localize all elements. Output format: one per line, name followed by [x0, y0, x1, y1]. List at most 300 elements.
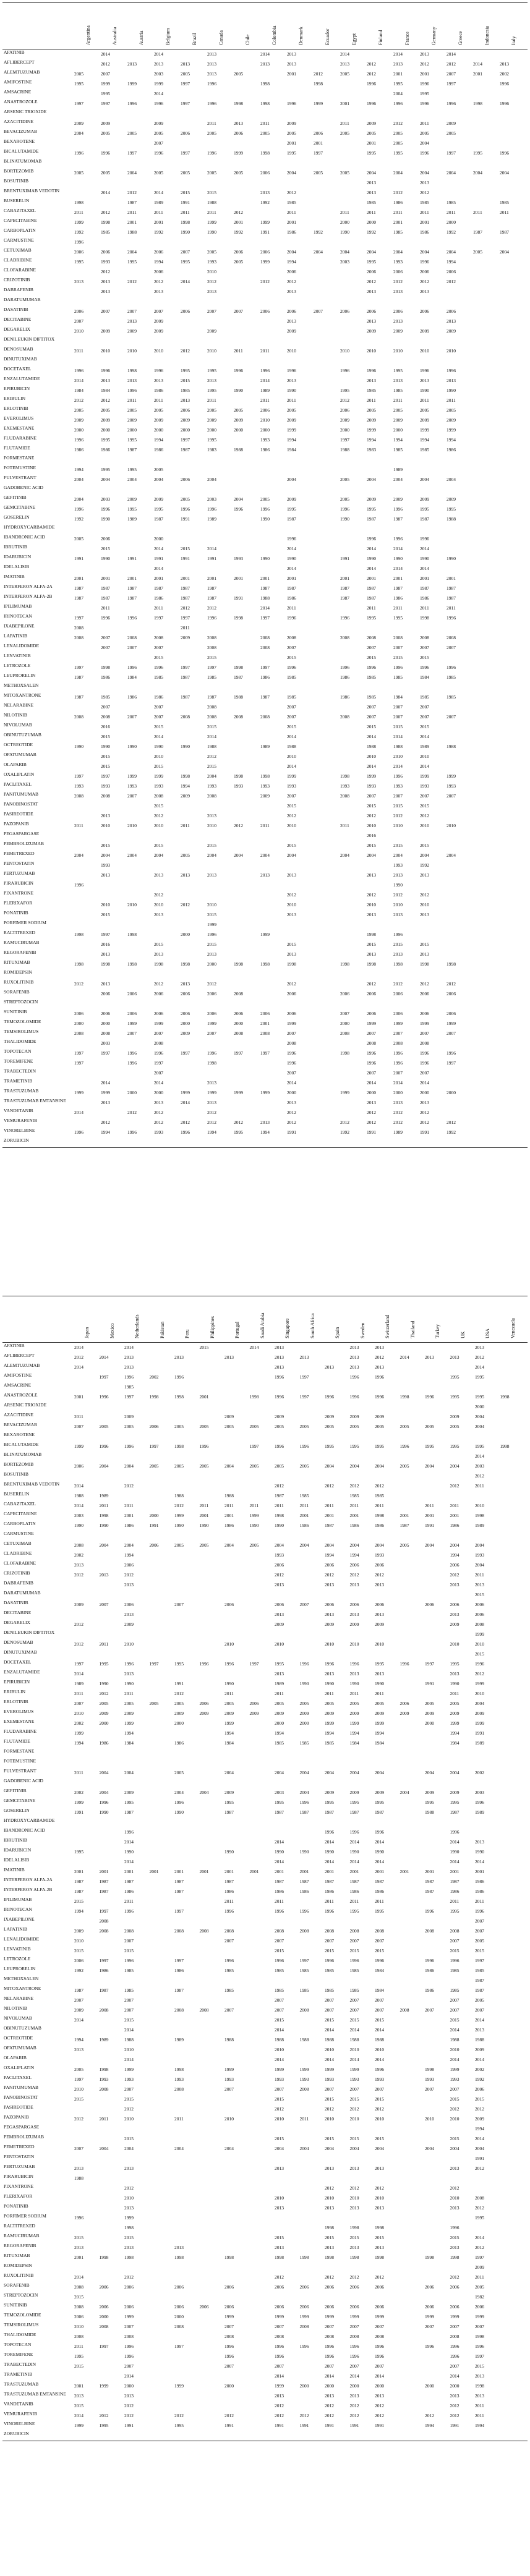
approval-year-cell: 1998 [393, 961, 403, 967]
approval-year-cell: 1994 [367, 437, 376, 443]
table-row [2, 811, 528, 821]
drug-name: PANITUMUMAB [4, 2085, 38, 2090]
approval-year-cell: 1991 [181, 200, 190, 205]
table-row [2, 959, 528, 969]
drug-name: TRABECTEDIN [4, 1069, 36, 1074]
approval-year-cell: 1994 [275, 1730, 284, 1736]
drug-name: PIRARUBICIN [4, 881, 33, 886]
approval-year-cell: 2006 [375, 2284, 384, 2290]
approval-year-cell: 1996 [207, 615, 216, 621]
drug-name: TEMSIROLIMUS [4, 2323, 39, 2327]
approval-year-cell: 1990 [224, 1849, 234, 1855]
approval-year-cell: 2012 [375, 2106, 384, 2112]
approval-year-cell: 2004 [500, 249, 509, 255]
country-name: Austria [138, 30, 144, 45]
approval-year-cell: 2009 [199, 1711, 209, 1716]
approval-year-cell: 1990 [99, 1809, 109, 1815]
table-row [2, 1491, 528, 1501]
approval-year-cell: 1997 [181, 150, 190, 156]
approval-year-cell: 2005 [74, 407, 83, 413]
approval-year-cell: 2006 [260, 308, 270, 314]
approval-year-cell: 1987 [181, 585, 190, 591]
approval-year-cell: 1996 [349, 1394, 359, 1400]
approval-year-cell: 2011 [367, 605, 376, 611]
approval-year-cell: 1995 [349, 1800, 359, 1805]
approval-year-cell: 1990 [349, 1681, 359, 1686]
approval-year-cell: 2001 [275, 1869, 284, 1874]
table-row [2, 1128, 528, 1137]
approval-year-cell: 2008 [475, 2195, 484, 2201]
approval-year-cell: 1994 [154, 259, 163, 265]
table-row [2, 277, 528, 287]
approval-year-cell: 1988 [207, 200, 216, 205]
approval-year-cell: 1999 [367, 1021, 376, 1026]
approval-year-cell: 2010 [420, 754, 429, 759]
approval-year-cell: 1999 [181, 1090, 190, 1095]
approval-year-cell: 1996 [101, 506, 110, 512]
approval-year-cell: 2006 [425, 2284, 434, 2290]
approval-year-cell: 2012 [154, 1120, 163, 1125]
approval-year-cell: 1990 [234, 388, 243, 393]
drug-name: FULVESTRANT [4, 475, 36, 480]
drug-name: CARBOPLATIN [4, 228, 36, 233]
table-row [2, 99, 528, 109]
approval-year-cell: 1995 [127, 437, 137, 443]
approval-year-cell: 2009 [475, 2264, 484, 2270]
table-row [2, 1897, 528, 1906]
approval-year-cell: 1987 [375, 1879, 384, 1884]
country-header [510, 1300, 516, 1338]
approval-year-cell: 2011 [181, 210, 190, 215]
approval-year-cell: 2015 [181, 546, 190, 551]
approval-year-cell: 2000 [420, 1090, 429, 1095]
approval-year-cell: 2013 [154, 289, 163, 294]
approval-year-cell: 1987 [473, 229, 482, 235]
approval-year-cell: 2008 [154, 1040, 163, 1046]
approval-year-cell: 2010 [393, 348, 403, 354]
drug-name: DENILEUKIN DIFTITOX [4, 1630, 55, 1635]
approval-year-cell: 2009 [375, 1790, 384, 1795]
approval-year-cell: 2006 [349, 2304, 359, 2310]
approval-year-cell: 2006 [450, 1602, 459, 1607]
approval-year-cell: 2007 [393, 1031, 403, 1036]
approval-year-cell: 1986 [325, 1889, 334, 1894]
table-row [2, 1877, 528, 1887]
approval-year-cell: 2006 [375, 1562, 384, 1568]
approval-year-cell: 1989 [99, 2037, 109, 2043]
approval-year-cell: 2013 [349, 1354, 359, 1360]
approval-year-cell: 2009 [124, 1711, 134, 1716]
approval-year-cell: 1994 [101, 1129, 110, 1135]
approval-year-cell: 2010 [367, 754, 376, 759]
approval-year-cell: 2004 [475, 1414, 484, 1419]
approval-year-cell: 2012 [420, 190, 429, 195]
drug-name: BUSERELIN [4, 198, 30, 203]
approval-year-cell: 2012 [475, 2106, 484, 2112]
drug-name: AMSACRINE [4, 90, 32, 95]
approval-year-cell: 2015 [420, 724, 429, 729]
approval-year-cell: 1995 [475, 1443, 484, 1449]
approval-year-cell: 1996 [367, 81, 376, 87]
approval-year-cell: 1996 [420, 665, 429, 670]
approval-year-cell: 2007 [340, 1011, 349, 1016]
table-row [2, 1382, 528, 1392]
approval-year-cell: 2009 [101, 121, 110, 126]
approval-year-cell: 1997 [299, 1394, 309, 1400]
approval-year-cell: 1986 [260, 447, 270, 453]
approval-year-cell: 1985 [447, 694, 456, 700]
approval-year-cell: 2014 [101, 190, 110, 195]
approval-year-cell: 1999 [447, 427, 456, 433]
drug-name: TOREMIFENE [4, 2352, 33, 2357]
approval-year-cell: 2006 [325, 1562, 334, 1568]
table-row [2, 791, 528, 801]
approval-year-cell: 1999 [393, 1021, 403, 1026]
approval-year-cell: 2001 [234, 576, 243, 581]
approval-year-cell: 2012 [340, 397, 349, 403]
approval-year-cell: 2009 [224, 1414, 234, 1419]
approval-year-cell: 1996 [325, 1958, 334, 1963]
drug-name: ERLOTINIB [4, 1699, 28, 1704]
drug-name: PEGASPARGASE [4, 2125, 40, 2130]
approval-year-cell: 2005 [124, 1424, 134, 1429]
approval-year-cell: 2014 [154, 734, 163, 739]
approval-year-cell: 2012 [450, 2413, 459, 2418]
table-row [2, 297, 528, 307]
approval-year-cell: 2005 [349, 1424, 359, 1429]
approval-year-cell: 2005 [425, 1701, 434, 1706]
approval-year-cell: 2013 [393, 872, 403, 878]
country-name: Australia [111, 27, 118, 45]
approval-year-cell: 1999 [325, 2067, 334, 2072]
table-row [2, 2055, 528, 2065]
approval-year-cell: 2012 [74, 1572, 83, 1578]
approval-year-cell: 2004 [475, 1542, 484, 1548]
approval-year-cell: 1996 [207, 932, 216, 937]
approval-year-cell: 2006 [181, 308, 190, 314]
approval-year-cell: 2013 [375, 1364, 384, 1370]
approval-year-cell: 2010 [124, 2047, 134, 2052]
approval-year-cell: 1998 [400, 1394, 409, 1400]
approval-year-cell: 1997 [475, 2353, 484, 2359]
approval-year-cell: 2012 [127, 279, 137, 284]
drug-name: IDARUBICIN [4, 555, 32, 559]
approval-year-cell: 2012 [287, 1110, 296, 1115]
approval-year-cell: 2014 [475, 1364, 484, 1370]
approval-year-cell: 2004 [207, 477, 216, 482]
approval-year-cell: 2005 [325, 1701, 334, 1706]
drug-name: FOTEMUSTINE [4, 465, 36, 470]
approval-year-cell: 2002 [475, 2067, 484, 2072]
approval-year-cell: 2010 [101, 348, 110, 354]
approval-year-cell: 1996 [375, 2067, 384, 2072]
approval-year-cell: 2005 [207, 249, 216, 255]
approval-year-cell: 2006 [375, 1602, 384, 1607]
approval-year-cell: 2006 [124, 1562, 134, 1568]
table-row [2, 1649, 528, 1659]
approval-year-cell: 2010 [124, 2116, 134, 2122]
approval-year-cell: 1996 [450, 2344, 459, 2349]
approval-year-cell: 1984 [224, 1740, 234, 1746]
approval-year-cell: 1997 [299, 1374, 309, 1380]
table-row [2, 1867, 528, 1877]
approval-year-cell: 1985 [287, 200, 296, 205]
approval-year-cell: 1995 [74, 259, 83, 265]
approval-year-cell: 1996 [325, 1908, 334, 1914]
table-row [2, 1471, 528, 1481]
approval-year-cell: 2015 [420, 803, 429, 809]
approval-year-cell: 1998 [174, 2067, 184, 2072]
approval-year-cell: 2014 [207, 734, 216, 739]
drug-name: TRASTUZUMAB EMTANSINE [4, 1099, 66, 1103]
approval-year-cell: 2014 [325, 2027, 334, 2033]
approval-year-cell: 1996 [199, 1443, 209, 1449]
approval-year-cell: 2005 [287, 407, 296, 413]
approval-year-cell: 2013 [475, 2393, 484, 2399]
approval-year-cell: 2014 [375, 2027, 384, 2033]
approval-year-cell: 2013 [287, 951, 296, 957]
approval-year-cell: 1996 [500, 150, 509, 156]
approval-year-cell: 1987 [275, 1879, 284, 1884]
approval-year-cell: 1986 [101, 447, 110, 453]
approval-year-cell: 1994 [74, 2037, 83, 2043]
approval-year-cell: 2011 [475, 1898, 484, 1904]
approval-year-cell: 1994 [375, 1730, 384, 1736]
approval-year-cell: 2014 [74, 2017, 83, 2023]
approval-year-cell: 1996 [340, 615, 349, 621]
table-row [2, 2114, 528, 2124]
approval-year-cell: 2000 [425, 1720, 434, 1726]
approval-year-cell: 2013 [393, 61, 403, 67]
approval-year-cell: 2009 [375, 1622, 384, 1627]
approval-year-cell: 2006 [325, 1602, 334, 1607]
drug-name: GOSERELIN [4, 515, 30, 520]
approval-year-cell: 2008 [74, 2304, 83, 2310]
approval-year-cell: 2015 [154, 763, 163, 769]
approval-year-cell: 2014 [287, 566, 296, 571]
approval-year-cell: 1998 [249, 1394, 259, 1400]
approval-year-cell: 2005 [124, 1701, 134, 1706]
approval-year-cell: 2007 [325, 1997, 334, 2003]
approval-year-cell: 2009 [287, 417, 296, 423]
approval-year-cell: 1999 [127, 1021, 137, 1026]
approval-year-cell: 2010 [154, 754, 163, 759]
approval-year-cell: 1996 [349, 2344, 359, 2349]
approval-year-cell: 2013 [207, 71, 216, 77]
approval-year-cell: 2001 [325, 1869, 334, 1874]
approval-year-cell: 1985 [287, 674, 296, 680]
table-row [2, 1058, 528, 1068]
drug-name: OLAPARIB [4, 762, 27, 767]
approval-year-cell: 2006 [340, 991, 349, 997]
approval-year-cell: 2015 [367, 942, 376, 947]
approval-year-cell: 1990 [393, 556, 403, 561]
approval-year-cell: 2001 [101, 576, 110, 581]
approval-year-cell: 1990 [375, 1849, 384, 1855]
table-row [2, 692, 528, 702]
approval-year-cell: 1989 [475, 1523, 484, 1528]
drug-name: PEMETREXED [4, 851, 35, 856]
approval-year-cell: 1990 [154, 744, 163, 749]
approval-year-cell: 2004 [349, 1463, 359, 1469]
approval-year-cell: 1999 [475, 1631, 484, 1637]
approval-year-cell: 2011 [207, 210, 216, 215]
approval-year-cell: 1999 [260, 932, 270, 937]
table-row [2, 1078, 528, 1088]
approval-year-cell: 2009 [447, 496, 456, 502]
table-row [2, 208, 528, 218]
approval-year-cell: 1998 [260, 773, 270, 779]
approval-year-cell: 1998 [234, 961, 243, 967]
approval-year-cell: 1996 [340, 665, 349, 670]
drug-name: ERLOTINIB [4, 406, 28, 411]
table-row [2, 2035, 528, 2045]
approval-year-cell: 2013 [375, 1671, 384, 1677]
approval-year-cell: 2015 [101, 754, 110, 759]
approval-year-cell: 1985 [349, 1493, 359, 1498]
approval-year-cell: 2015 [393, 724, 403, 729]
approval-year-cell: 1994 [124, 1730, 134, 1736]
approval-year-cell: 2015 [420, 655, 429, 660]
approval-year-cell: 2005 [199, 1542, 209, 1548]
approval-year-cell: 1996 [224, 2353, 234, 2359]
approval-year-cell: 1990 [450, 1849, 459, 1855]
approval-year-cell: 2005 [393, 140, 403, 146]
approval-year-cell: 1986 [425, 1987, 434, 1993]
approval-year-cell: 2004 [367, 249, 376, 255]
approval-year-cell: 2008 [475, 1622, 484, 1627]
approval-year-cell: 2000 [447, 219, 456, 225]
approval-year-cell: 2013 [101, 378, 110, 383]
approval-year-cell: 2003 [154, 71, 163, 77]
approval-year-cell: 2001 [393, 576, 403, 581]
approval-year-cell: 2015 [420, 843, 429, 848]
approval-year-cell: 2004 [287, 249, 296, 255]
approval-year-cell: 1999 [314, 101, 323, 106]
drug-name: METHOXSALEN [4, 683, 39, 688]
approval-year-cell: 1996 [127, 615, 137, 621]
approval-year-cell: 2000 [149, 1513, 159, 1518]
approval-year-cell: 2006 [181, 407, 190, 413]
approval-year-cell: 2008 [101, 1031, 110, 1036]
approval-year-cell: 2012 [349, 2403, 359, 2408]
approval-year-cell: 1996 [74, 437, 83, 443]
approval-year-cell: 1990 [275, 1849, 284, 1855]
country-name: Germany [430, 27, 437, 45]
drug-name: OLAPARIB [4, 2055, 27, 2060]
approval-year-cell: 1991 [475, 1730, 484, 1736]
approval-year-cell: 1990 [127, 744, 137, 749]
approval-year-cell: 1987 [124, 1879, 134, 1884]
approval-year-cell: 1985 [224, 1968, 234, 1973]
approval-year-cell: 1999 [367, 427, 376, 433]
drug-name: RAMUCIRUMAB [4, 940, 40, 945]
approval-year-cell: 2007 [420, 704, 429, 710]
approval-year-cell: 1991 [260, 229, 270, 235]
approval-year-cell: 2001 [127, 576, 137, 581]
approval-year-cell: 2004 [420, 249, 429, 255]
approval-year-cell: 2005 [349, 1701, 359, 1706]
approval-year-cell: 2007 [287, 793, 296, 799]
country-header [511, 7, 517, 45]
approval-year-cell: 2001 [367, 140, 376, 146]
approval-year-cell: 2006 [207, 991, 216, 997]
approval-year-cell: 2006 [287, 308, 296, 314]
approval-year-cell: 2013 [181, 981, 190, 987]
country-header [165, 7, 171, 45]
approval-year-cell: 2006 [249, 1701, 259, 1706]
approval-year-cell: 1996 [127, 1129, 137, 1135]
approval-year-cell: 2004 [234, 852, 243, 858]
approval-year-cell: 2014 [124, 2057, 134, 2062]
approval-year-cell: 2011 [74, 823, 83, 828]
approval-year-cell: 2014 [287, 1080, 296, 1086]
approval-year-cell: 2004 [207, 773, 216, 779]
table-row [2, 1758, 528, 1768]
approval-year-cell: 2010 [275, 2116, 284, 2122]
table-row [2, 1956, 528, 1966]
approval-year-cell: 1988 [224, 2037, 234, 2043]
approval-year-cell: 2004 [299, 1770, 309, 1775]
approval-year-cell: 2012 [207, 754, 216, 759]
approval-year-cell: 2005 [101, 130, 110, 136]
drug-name: BRENTUXIMAB VEDOTIN [4, 1482, 60, 1487]
approval-year-cell: 2004 [447, 852, 456, 858]
approval-year-cell: 2011 [260, 348, 270, 354]
approval-year-cell: 2004 [74, 852, 83, 858]
approval-year-cell: 2008 [234, 714, 243, 720]
table-row [2, 415, 528, 425]
approval-year-cell: 2004 [224, 1770, 234, 1775]
drug-name: HYDROXYCARBAMIDE [4, 525, 55, 530]
drug-name: AFLIBERCEPT [4, 60, 35, 65]
table-row [2, 1926, 528, 1936]
approval-year-cell: 2013 [349, 1345, 359, 1350]
drug-name: BLINATUMOMAB [4, 1452, 42, 1457]
approval-year-cell: 1985 [450, 1987, 459, 1993]
table-row [2, 2253, 528, 2263]
approval-year-cell: 1999 [450, 2067, 459, 2072]
table-row [2, 1669, 528, 1679]
approval-year-cell: 1987 [181, 694, 190, 700]
approval-year-cell: 1996 [154, 368, 163, 373]
approval-year-cell: 1996 [99, 1394, 109, 1400]
table-row [2, 1590, 528, 1600]
table-row [2, 762, 528, 772]
approval-year-cell: 2009 [127, 417, 137, 423]
approval-year-cell: 2009 [260, 793, 270, 799]
table-row [2, 900, 528, 910]
approval-year-cell: 2014 [367, 763, 376, 769]
approval-year-cell: 2008 [207, 714, 216, 720]
approval-year-cell: 2008 [99, 2324, 109, 2329]
drug-name: CABAZITAXEL [4, 208, 36, 213]
approval-year-cell: 2010 [74, 2324, 83, 2329]
country-name: Netherlands [134, 1314, 140, 1338]
approval-year-cell: 2005 [249, 1542, 259, 1548]
approval-year-cell: 2005 [393, 407, 403, 413]
approval-year-cell: 2008 [375, 1928, 384, 1934]
approval-year-cell: 2006 [450, 2284, 459, 2290]
approval-year-cell: 2014 [420, 763, 429, 769]
approval-year-cell: 1999 [154, 1021, 163, 1026]
approval-year-cell: 1988 [325, 2037, 334, 2043]
approval-year-cell: 1998 [234, 773, 243, 779]
approval-year-cell: 2008 [174, 1928, 184, 1934]
approval-year-cell: 1991 [181, 556, 190, 561]
approval-year-cell: 1993 [275, 2077, 284, 2082]
drug-name: LETROZOLE [4, 1957, 31, 1962]
